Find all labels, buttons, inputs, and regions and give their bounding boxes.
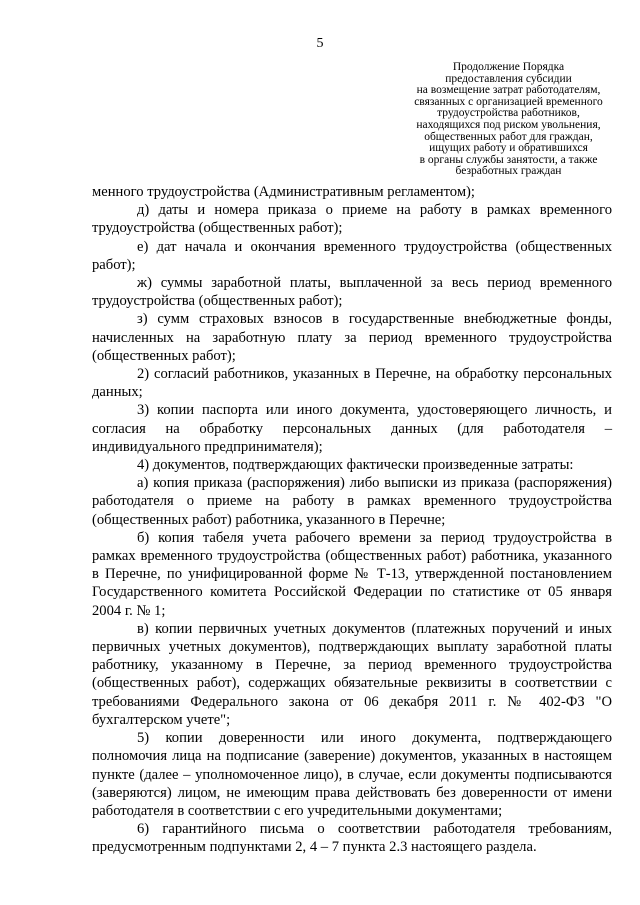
- continuation-header: [386, 62, 631, 178]
- paragraph-item-zh: ж) суммы заработной платы, выплаченной за весь период временного трудоустройства (общественных работ);: [92, 275, 612, 310]
- paragraph-item-5: 5) копии доверенности или иного документа, подтверждающего полномочия лица на подписание (заверение) документов, указанных в настоящем пункте (далее – уполномоченное лицо), в случае, если документы подписываются (заверяются) лицом, не имеющим права действовать без доверенности от имени работодателя в соответствии с его учредительными документами;: [92, 730, 612, 819]
- paragraph-item-4a: а) копия приказа (распоряжения) либо выписки из приказа (распоряжения) работодателя о приеме на работу в рамках временного трудоустройства (общественных работ) работника, указанного в Перечне;: [92, 475, 612, 528]
- header-line: безработных граждан: [455, 165, 562, 178]
- header-line: в органы службы занятости, а также: [419, 153, 598, 166]
- paragraph-item-4: 4) документов, подтверждающих фактически произведенные затраты:: [137, 457, 574, 474]
- header-line: на возмещение затрат работодателям,: [416, 84, 601, 97]
- paragraph-item-6: 6) гарантийного письма о соответствии работодателя требованиям, предусмотренным подпунктами 2, 4 – 7 пункта 2.3 настоящего раздела.: [92, 821, 612, 856]
- page-number: 5: [316, 36, 324, 51]
- header-line: трудоустройства работников,: [437, 107, 580, 120]
- header-line: связанных с организацией временного: [414, 95, 603, 108]
- header-line: общественных работ для граждан,: [424, 130, 593, 143]
- document-body: [92, 183, 612, 857]
- header-line: находящихся под риском увольнения,: [416, 118, 601, 131]
- header-line: предоставления субсидии: [445, 72, 572, 85]
- paragraph-item-d: д) даты и номера приказа о приеме на работу в рамках временного трудоустройства (общественных работ);: [92, 202, 612, 237]
- paragraph-item-4v: в) копии первичных учетных документов (платежных поручений и иных первичных учетных документов), подтверждающих выплату заработной платы работнику, указанному в Перечне, за период временного трудоустройства (общественных работ), содержащих обязательные реквизиты в соответствии с требованиями Федерального закона от 06 декабря 2011 г. № 402-ФЗ "О бухгалтерском учете";: [92, 620, 612, 728]
- paragraph-item-z: з) сумм страховых взносов в государственные внебюджетные фонды, начисленных на заработную плату за период временного трудоустройства (общественных работ);: [92, 311, 612, 364]
- paragraph-item-2: 2) согласий работников, указанных в Перечне, на обработку персональных данных;: [92, 366, 612, 401]
- header-line: Продолжение Порядка: [452, 61, 565, 73]
- paragraph-item-e: е) дат начала и окончания временного трудоустройства (общественных работ);: [92, 238, 612, 273]
- header-line: ищущих работу и обратившихся: [429, 142, 588, 155]
- paragraph-item-4b: б) копия табеля учета рабочего времени за период трудоустройства в рамках временного трудоустройства (общественных работ) работника, указанного в Перечне, по унифицированной форме № Т-13, утвержденной постановлением Государственного комитета Российской Федерации по статистике от 05 января 2004 г. № 1;: [92, 529, 612, 619]
- paragraph-item-3: 3) копии паспорта или иного документа, удостоверяющего личность, и согласия на обработку персональных данных (для работодателя – индивидуального предпринимателя);: [92, 402, 612, 455]
- paragraph-continuation: менного трудоустройства (Административным регламентом);: [92, 184, 475, 200]
